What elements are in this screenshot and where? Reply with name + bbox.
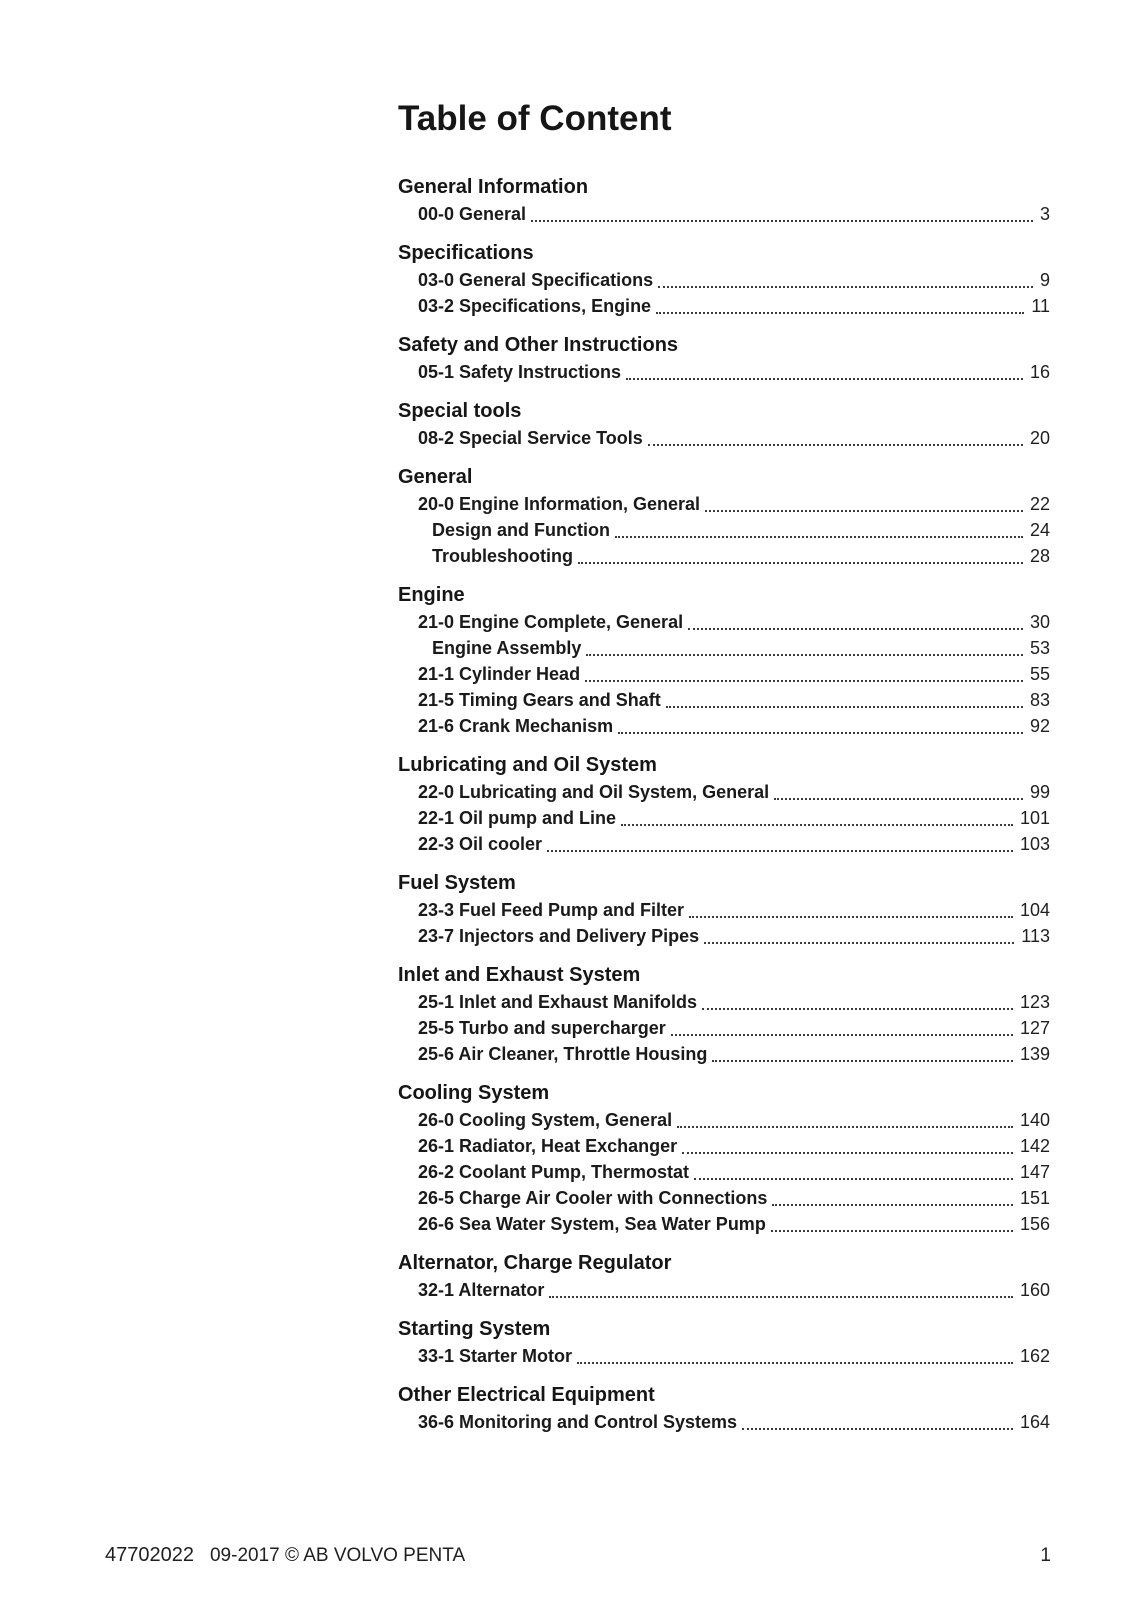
toc-entry-label: 25-6 Air Cleaner, Throttle Housing (418, 1044, 708, 1064)
dotted-leader (618, 732, 1023, 734)
toc-entry-label: 26-2 Coolant Pump, Thermostat (418, 1162, 690, 1182)
toc-entry-page: 142 (1019, 1136, 1050, 1156)
toc-entry-page: 147 (1019, 1162, 1050, 1182)
toc-entry-label: 22-0 Lubricating and Oil System, General (418, 782, 770, 802)
toc-entry-label: Engine Assembly (432, 638, 582, 658)
toc-entry-label: 26-0 Cooling System, General (418, 1110, 673, 1130)
toc-section (398, 961, 1050, 1067)
toc-entry-page: 156 (1019, 1214, 1050, 1234)
page-footer (105, 1544, 1051, 1567)
toc-entry-label: 26-1 Radiator, Heat Exchanger (418, 1136, 678, 1156)
toc-section-header: Lubricating and Oil System (398, 754, 657, 776)
toc-entry[interactable] (398, 713, 1050, 739)
toc-entry-page: 162 (1019, 1346, 1050, 1366)
toc-entry-page: 103 (1019, 834, 1050, 854)
toc-entry[interactable] (398, 831, 1050, 857)
toc-entry[interactable] (398, 491, 1050, 517)
toc-entry-page: 22 (1029, 494, 1050, 514)
toc-section (398, 1315, 1050, 1369)
dotted-leader (547, 850, 1013, 852)
toc-section-header: Safety and Other Instructions (398, 334, 679, 356)
toc-entry[interactable] (398, 1015, 1050, 1041)
toc-entry-page: 83 (1029, 690, 1050, 710)
toc-section-header: Engine (398, 584, 465, 606)
toc-section (398, 1381, 1050, 1435)
toc-entry-page: 24 (1029, 520, 1050, 540)
dotted-leader (771, 1230, 1013, 1232)
toc-section (398, 173, 1050, 227)
toc-entry-page: 151 (1019, 1188, 1050, 1208)
footer-edition-copyright: 09-2017 © AB VOLVO PENTA (209, 1545, 466, 1566)
dotted-leader (666, 706, 1023, 708)
toc-entry-label: 05-1 Safety Instructions (418, 362, 622, 382)
dotted-leader (671, 1034, 1013, 1036)
toc-section-header: Inlet and Exhaust System (398, 964, 641, 986)
dotted-leader (626, 378, 1023, 380)
toc-section-header: General Information (398, 176, 589, 198)
toc-entry[interactable] (398, 779, 1050, 805)
toc-entry-label: 21-6 Crank Mechanism (418, 716, 614, 736)
toc-entry-label: 22-3 Oil cooler (418, 834, 543, 854)
dotted-leader (694, 1178, 1013, 1180)
toc-entry-label: 22-1 Oil pump and Line (418, 808, 617, 828)
toc-section-header: Specifications (398, 242, 534, 264)
toc-section (398, 869, 1050, 949)
dotted-leader (648, 444, 1023, 446)
dotted-leader (704, 942, 1014, 944)
toc-entry-page: 55 (1029, 664, 1050, 684)
dotted-leader (689, 916, 1013, 918)
toc-entry-page: 123 (1019, 992, 1050, 1012)
toc-entry[interactable] (398, 359, 1050, 385)
dotted-leader (531, 220, 1033, 222)
toc-entry-page: 92 (1029, 716, 1050, 736)
dotted-leader (677, 1126, 1013, 1128)
toc-entry[interactable] (398, 1185, 1050, 1211)
toc-entry-label: 21-5 Timing Gears and Shaft (418, 690, 661, 710)
toc-entry[interactable] (398, 609, 1050, 635)
toc-entry[interactable] (398, 1343, 1050, 1369)
toc-section (398, 581, 1050, 739)
toc-entry-page: 20 (1029, 428, 1050, 448)
footer-page-number: 1 (1040, 1545, 1051, 1566)
dotted-leader (712, 1060, 1013, 1062)
dotted-leader (656, 312, 1024, 314)
toc-entry-label: 32-1 Alternator (418, 1280, 545, 1300)
toc-entry[interactable] (398, 1041, 1050, 1067)
toc-entry-label: 33-1 Starter Motor (418, 1346, 573, 1366)
toc-entry-label: 36-6 Monitoring and Control Systems (418, 1412, 738, 1432)
dotted-leader (586, 654, 1023, 656)
toc-entry[interactable] (398, 517, 1050, 543)
toc-entry[interactable] (398, 661, 1050, 687)
toc-entry-label: 25-1 Inlet and Exhaust Manifolds (418, 992, 698, 1012)
toc-section (398, 397, 1050, 451)
toc-entry-page: 113 (1021, 926, 1050, 946)
toc-entry[interactable] (398, 543, 1050, 569)
dotted-leader (577, 1362, 1013, 1364)
toc-entry[interactable] (398, 1211, 1050, 1237)
toc-section-header: Starting System (398, 1318, 551, 1340)
toc-entry-label: 21-1 Cylinder Head (418, 664, 581, 684)
toc-entry-page: 30 (1029, 612, 1050, 632)
toc-entry-label: 23-3 Fuel Feed Pump and Filter (418, 900, 685, 920)
toc-entry-label: 03-2 Specifications, Engine (418, 296, 652, 316)
dotted-leader (702, 1008, 1013, 1010)
toc-entry-page: 3 (1039, 204, 1050, 224)
toc-entry-label: 21-0 Engine Complete, General (418, 612, 684, 632)
toc-entry[interactable] (398, 897, 1050, 923)
toc-entry[interactable] (398, 1107, 1050, 1133)
toc-section (398, 331, 1050, 385)
toc-entry-page: 9 (1039, 270, 1050, 290)
toc-section-header: Fuel System (398, 872, 516, 894)
toc-entry-label: 00-0 General (418, 204, 527, 224)
dotted-leader (705, 510, 1023, 512)
page-title: Table of Content (398, 99, 672, 138)
toc-entry-page: 16 (1029, 362, 1050, 382)
toc-entry[interactable] (398, 635, 1050, 661)
dotted-leader (549, 1296, 1013, 1298)
toc-entry-label: 23-7 Injectors and Delivery Pipes (418, 926, 700, 946)
toc-entry[interactable] (398, 805, 1050, 831)
dotted-leader (621, 824, 1013, 826)
toc-entry-label: 08-2 Special Service Tools (418, 428, 643, 448)
toc-entry[interactable] (398, 425, 1050, 451)
toc-entry[interactable] (398, 267, 1050, 293)
toc-section-header: General (398, 466, 473, 488)
toc-entry-page: 104 (1019, 900, 1050, 920)
toc-entry[interactable] (398, 989, 1050, 1015)
toc-entry-page: 139 (1019, 1044, 1050, 1064)
toc-section-header: Alternator, Charge Regulator (398, 1252, 672, 1274)
toc-entry-label: 26-6 Sea Water System, Sea Water Pump (418, 1214, 766, 1234)
dotted-leader (742, 1428, 1013, 1430)
toc-entry-page: 160 (1019, 1280, 1050, 1300)
dotted-leader (682, 1152, 1013, 1154)
dotted-leader (578, 562, 1023, 564)
toc-entry[interactable] (398, 1409, 1050, 1435)
dotted-leader (688, 628, 1023, 630)
dotted-leader (615, 536, 1023, 538)
toc-section-header: Other Electrical Equipment (398, 1384, 655, 1406)
toc-entry-label: 03-0 General Specifications (418, 270, 654, 290)
toc-entry[interactable] (398, 201, 1050, 227)
toc-section-header: Cooling System (398, 1082, 550, 1104)
toc-section-header: Special tools (398, 400, 522, 422)
toc-entry[interactable] (398, 293, 1050, 319)
toc-section (398, 1079, 1050, 1237)
toc-content (398, 98, 1050, 1435)
toc-entry[interactable] (398, 687, 1050, 713)
toc-entry[interactable] (398, 1133, 1050, 1159)
toc-entry-label: 20-0 Engine Information, General (418, 494, 701, 514)
toc-entry[interactable] (398, 1277, 1050, 1303)
dotted-leader (585, 680, 1023, 682)
toc-entry-label: Troubleshooting (432, 546, 573, 566)
dotted-leader (774, 798, 1023, 800)
toc-section (398, 239, 1050, 319)
toc-entry-page: 53 (1029, 638, 1050, 658)
toc-entry-label: 26-5 Charge Air Cooler with Connections (418, 1188, 768, 1208)
toc-entry[interactable] (398, 1159, 1050, 1185)
toc-entry-label: Design and Function (432, 520, 610, 540)
toc (398, 173, 1050, 1435)
toc-entry-page: 101 (1019, 808, 1050, 828)
toc-entry[interactable] (398, 923, 1050, 949)
toc-entry-page: 164 (1019, 1412, 1050, 1432)
toc-entry-page: 140 (1019, 1110, 1050, 1130)
dotted-leader (772, 1204, 1013, 1206)
dotted-leader (658, 286, 1033, 288)
toc-section (398, 463, 1050, 569)
toc-section (398, 751, 1050, 857)
toc-section (398, 1249, 1050, 1303)
toc-entry-page: 127 (1019, 1018, 1050, 1038)
toc-entry-page: 11 (1031, 296, 1050, 316)
toc-entry-page: 28 (1029, 546, 1050, 566)
footer-document-number: 47702022 (105, 1544, 194, 1566)
toc-entry-page: 99 (1029, 782, 1050, 802)
toc-entry-label: 25-5 Turbo and supercharger (418, 1018, 666, 1038)
